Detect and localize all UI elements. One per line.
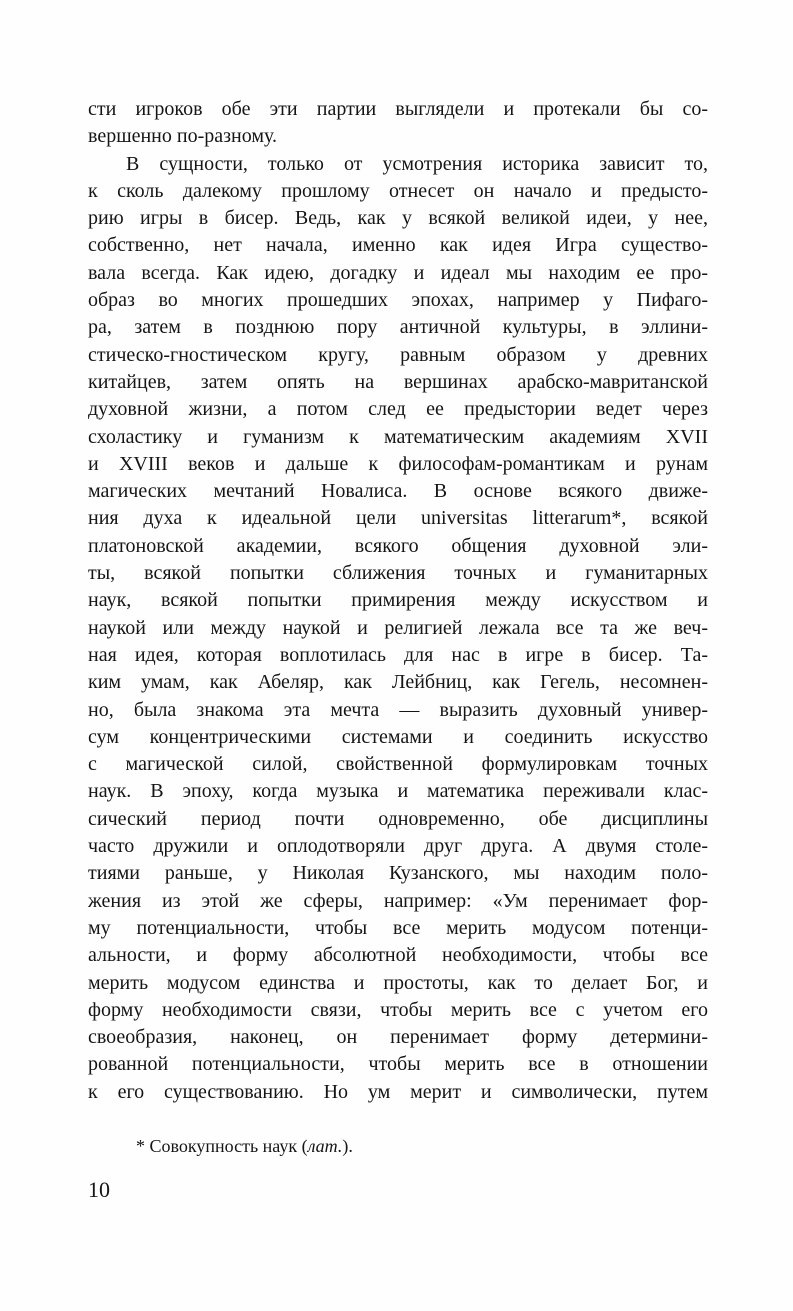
text-line: духовной жизни, а потом след ее предыстории ведет через [88,398,708,421]
text-line: но, была знакома эта мечта — выразить духовный универ- [88,698,708,721]
text-line: ния духа к идеальной цели universitas litterarum*, всякой [88,507,708,530]
text-line: жения из этой же сферы, например: «Ум перенимает фор- [88,889,708,912]
text-line: китайцев, затем опять на вершинах арабско-мавританской [88,370,708,393]
text-line: схоластику и гуманизм к математическим академиям XVII [88,425,708,448]
text-line: сум концентрическими системами и соединить искусство [88,725,708,748]
text-line: ты, всякой попытки сближения точных и гуманитарных [88,562,708,585]
text-line: мерить модусом единства и простоты, как то делает Бог, и [88,971,708,994]
text-line: форму необходимости связи, чтобы мерить все с учетом его [88,998,708,1021]
text-line: к сколь далекому прошлому отнесет он начало и предысто- [88,179,708,202]
text-line: магических мечтаний Новалиса. В основе всякого движе- [88,480,708,503]
text-line: собственно, нет начала, именно как идея Игра существо- [88,234,708,257]
text-block [88,96,708,1106]
text-line: вершенно по-разному. [88,125,278,148]
text-line: ра, затем в позднюю пору античной культуры, в эллини- [88,316,708,339]
text-line: и XVIII веков и дальше к философам-романтикам и рунам [88,452,708,475]
text-line: ким умам, как Абеляр, как Лейбниц, как Гегель, несомнен- [88,671,708,694]
text-line: ная идея, которая воплотилась для нас в игре в бисер. Та- [88,643,708,666]
paragraph [88,151,708,1106]
text-line: сический период почти одновременно, обе дисциплины [88,807,708,830]
text-line: му потенциальности, чтобы все мерить модусом потенци- [88,916,708,939]
text-line: своеобразия, наконец, он перенимает форму детермини- [88,1026,708,1049]
text-line: сти игроков обе эти партии выглядели и протекали бы со- [88,98,708,120]
text-line: образ во многих прошедших эпохах, например у Пифаго- [88,289,708,312]
text-line: платоновской академии, всякого общения духовной эли- [88,534,708,557]
footnote [88,1134,708,1158]
footnote-italic-term: лат. [307,1136,343,1156]
text-line: с магической силой, свойственной формулировкам точных [88,753,708,776]
text-line: тиями раньше, у Николая Кузанского, мы находим поло- [88,862,708,885]
paragraph [88,96,708,151]
page-number: 10 [88,1177,110,1202]
text-line: альности, и форму абсолютной необходимости, чтобы все [88,944,708,967]
text-line: рию игры в бисер. Ведь, как у всякой великой идеи, у нее, [88,207,708,230]
footnote-text-after: ). [342,1136,353,1156]
text-line: наук, всякой попытки примирения между искусством и [88,589,708,612]
text-line: рованной потенциальности, чтобы мерить все в отношении [88,1053,708,1076]
text-line: стическо-гностическом кругу, равным образом у древних [88,343,708,366]
text-line: к его существованию. Но ум мерит и символически, путем [88,1080,708,1103]
footnote-text-before: * Совокупность наук ( [136,1136,308,1156]
text-line: наукой или между наукой и религией лежала все та же веч- [88,616,708,639]
text-line: вала всегда. Как идею, догадку и идеал мы находим ее про- [88,261,708,284]
text-line: В сущности, только от усмотрения историка зависит то, [126,152,708,175]
text-line: часто дружили и оплодотворяли друг друга. А двумя столе- [88,835,708,858]
text-line: наук. В эпоху, когда музыка и математика переживали клас- [88,780,708,803]
